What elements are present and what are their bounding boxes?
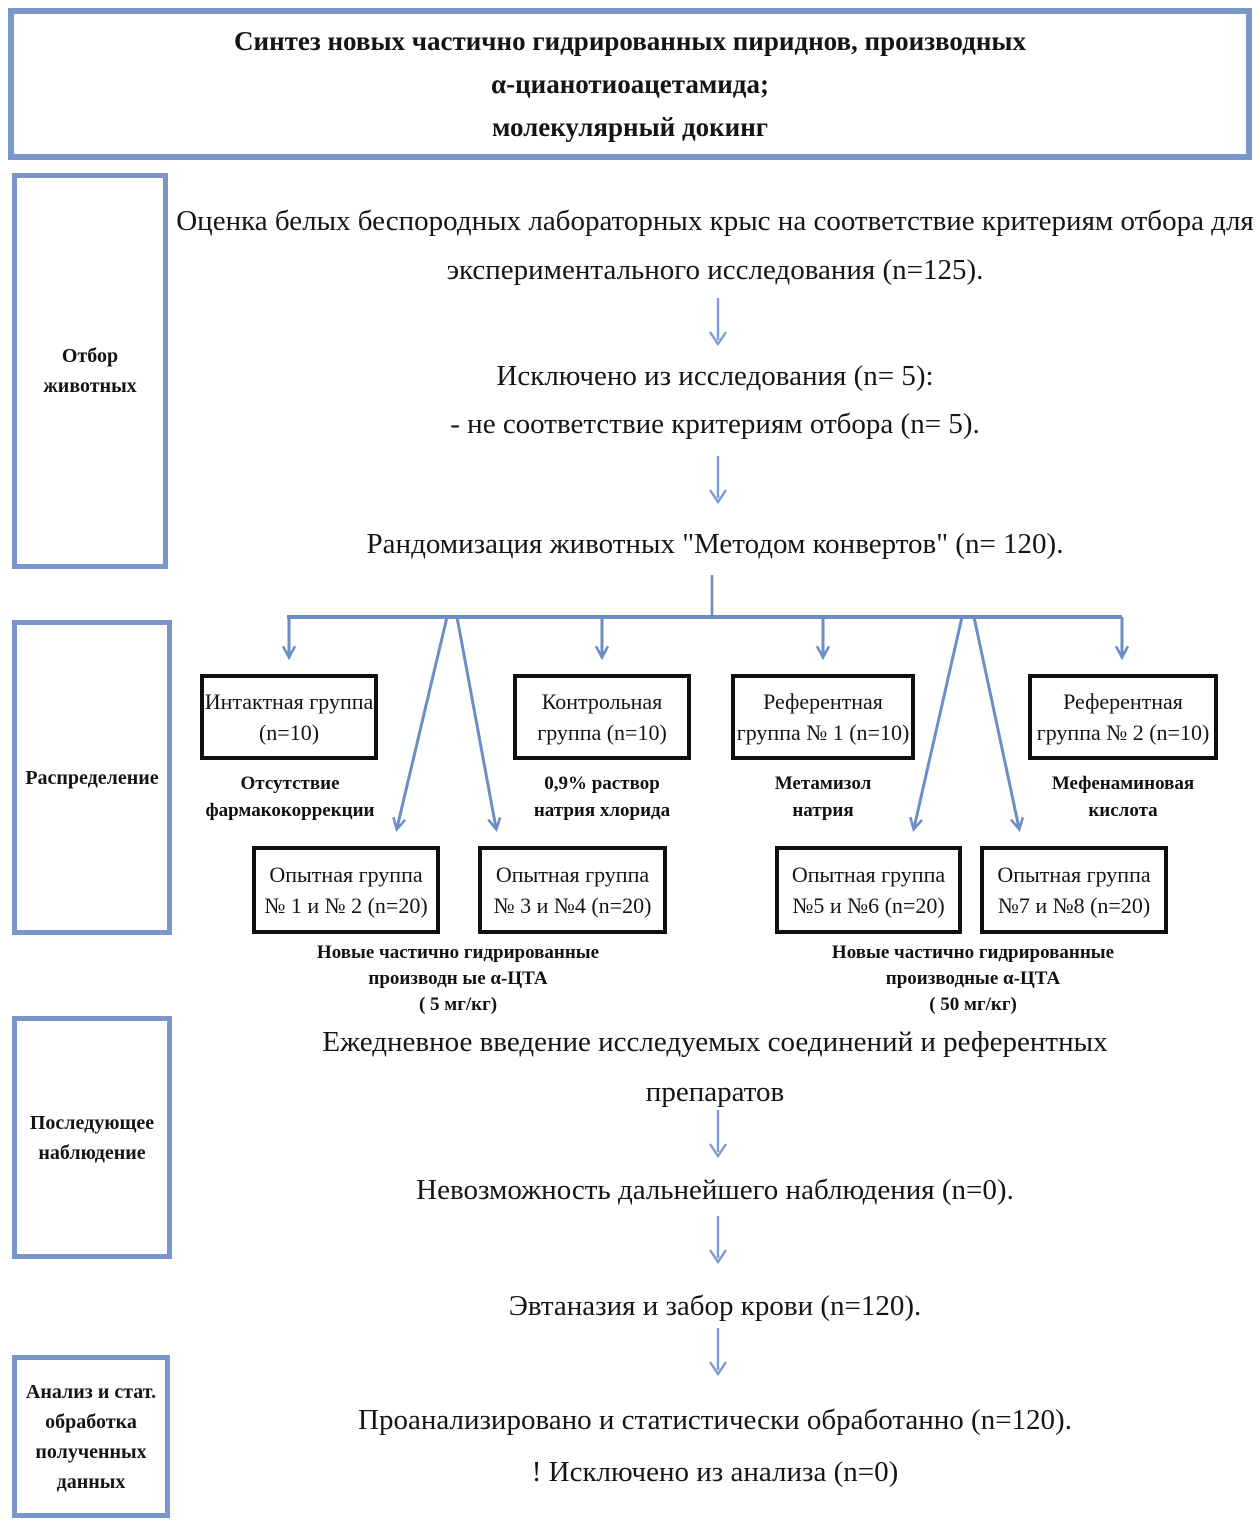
dose-caption-right bbox=[823, 940, 1123, 1018]
sidebar-stage-analysis bbox=[12, 1355, 170, 1518]
experimental-group-box-3-4 bbox=[478, 846, 667, 934]
sidebar-stage-label: Отбор животных bbox=[43, 345, 137, 397]
experimental-group-box-5-6 bbox=[775, 846, 962, 934]
dose-caption-line: производные α-ЦТА bbox=[885, 968, 1061, 989]
flow-step-assessment: Оценка белых беспородных лабораторных крыс на соответствие критериям отбора для экспериментального исследования (n=125). bbox=[176, 205, 1254, 286]
flow-step-daily-administration-2: препаратов bbox=[645, 1076, 785, 1108]
group-box-text: Опытная группа bbox=[495, 862, 650, 887]
caption-mefenamic-acid: Мефенаминовая кислота bbox=[1051, 773, 1195, 821]
group-box-text: № 1 и № 2 (n=20) bbox=[264, 893, 428, 918]
group-box-text: Опытная группа bbox=[791, 862, 946, 887]
group-box-text: № 3 и №4 (n=20) bbox=[493, 893, 652, 918]
group-box-text: группа № 2 (n=10) bbox=[1036, 720, 1210, 745]
experimental-group-box-1-2 bbox=[252, 846, 440, 934]
flow-step-excluded-reason: - не соответствие критериям отбора (n= 5). bbox=[450, 408, 980, 440]
title-line-1: Синтез новых частично гидрированных пириднов, производных bbox=[234, 25, 1026, 56]
group-box-text: Референтная bbox=[763, 689, 883, 714]
group-box-text: Контрольная bbox=[541, 689, 663, 714]
group-box-text: Интактная группа bbox=[204, 689, 374, 714]
sidebar-stage-label: Распределение bbox=[25, 766, 159, 789]
caption-no-pharmacocorrection: Отсутствие фармакокоррекции bbox=[205, 773, 375, 821]
dose-caption-line: ( 5 мг/кг) bbox=[418, 994, 498, 1015]
flow-arrow-down-icon bbox=[706, 454, 730, 508]
dose-caption-line: производн ые α-ЦТА bbox=[368, 968, 548, 989]
group-box-intact bbox=[200, 674, 378, 760]
title-line-2: α-цианотиоацетамида; bbox=[491, 68, 769, 99]
group-box-text: Опытная группа bbox=[997, 862, 1151, 887]
flow-step-excluded-title: Исключено из исследования (n= 5): bbox=[496, 360, 934, 392]
group-box-text: Референтная bbox=[1063, 689, 1183, 714]
flow-arrow-down-icon bbox=[706, 1108, 730, 1162]
flow-step-daily-administration-1: Ежедневное введение исследуемых соединений и референтных bbox=[322, 1026, 1108, 1058]
dose-caption-line: ( 50 мг/кг) bbox=[929, 994, 1017, 1015]
flow-step-euthanasia: Эвтаназия и забор крови (n=120). bbox=[508, 1290, 922, 1322]
flow-step-analyzed: Проанализировано и статистически обработанно (n=120). bbox=[358, 1404, 1072, 1436]
flow-arrow-down-icon bbox=[706, 1214, 730, 1268]
dose-caption-left bbox=[308, 940, 608, 1018]
dose-caption-line: Новые частично гидрированные bbox=[831, 942, 1115, 963]
flow-step-randomization: Рандомизация животных "Методом конвертов" (n= 120). bbox=[366, 528, 1064, 560]
group-box-control bbox=[513, 674, 691, 760]
group-box-text: №5 и №6 (n=20) bbox=[792, 893, 945, 918]
title-box bbox=[8, 8, 1252, 160]
group-box-reference-1 bbox=[731, 674, 915, 760]
sidebar-stage-followup-observation bbox=[12, 1016, 172, 1259]
flow-step-excluded-from-analysis: ! Исключено из анализа (n=0) bbox=[531, 1456, 899, 1488]
sidebar-stage-animal-selection bbox=[12, 173, 168, 569]
group-box-reference-2 bbox=[1028, 674, 1218, 760]
sidebar-stage-label: Последующее наблюдение bbox=[29, 1111, 155, 1164]
sidebar-stage-label: Анализ и стат. обработка полученных данных bbox=[25, 1380, 157, 1493]
experimental-group-box-7-8 bbox=[980, 846, 1168, 934]
flow-step-lost-observation: Невозможность дальнейшего наблюдения (n=0). bbox=[416, 1174, 1014, 1206]
flow-arrow-down-icon bbox=[706, 296, 730, 350]
group-box-text: (n=10) bbox=[258, 720, 320, 745]
group-box-text: №7 и №8 (n=20) bbox=[997, 893, 1151, 918]
group-box-text: группа (n=10) bbox=[537, 720, 667, 745]
flow-arrow-down-icon bbox=[706, 1326, 730, 1380]
caption-saline-solution: 0,9% раствор натрия хлорида bbox=[533, 773, 671, 821]
caption-metamizole-sodium: Метамизол натрия bbox=[774, 773, 872, 821]
group-box-text: Опытная группа bbox=[269, 862, 423, 887]
dose-caption-line: Новые частично гидрированные bbox=[316, 942, 600, 963]
group-box-text: группа № 1 (n=10) bbox=[736, 720, 910, 745]
title-line-3: молекулярный докинг bbox=[491, 111, 769, 142]
